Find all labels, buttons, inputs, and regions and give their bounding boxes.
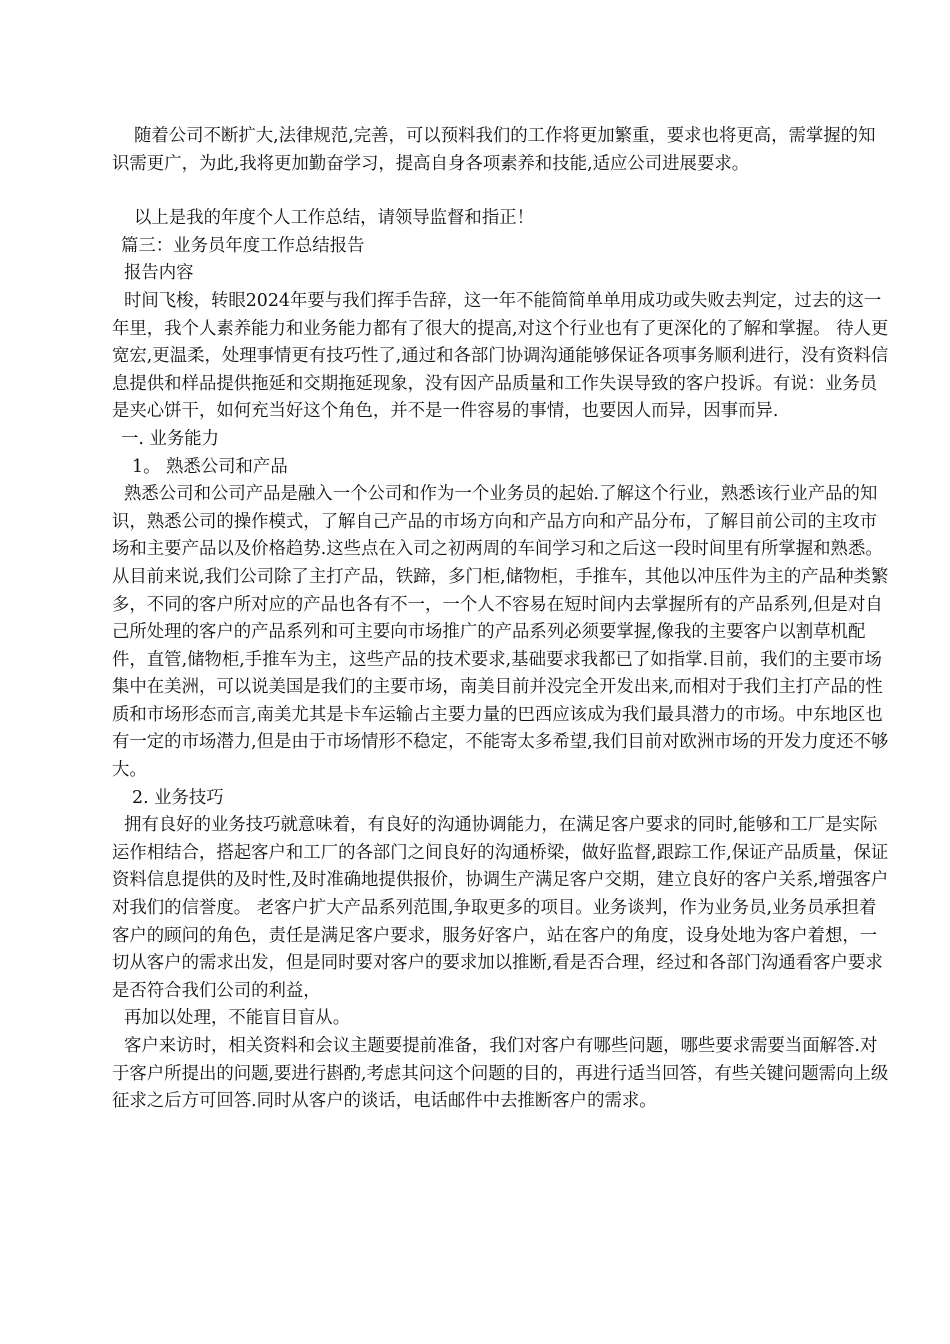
heading-business-ability: 一. 业务能力 — [121, 428, 220, 449]
subheading-business-skills: 2. 业务技巧 — [132, 787, 224, 808]
blank-line — [112, 178, 892, 205]
paragraph-company-products: 熟悉公司和公司产品是融入一个公司和作为一个业务员的起始.了解这个行业，熟悉该行业产品的知识，熟悉公司的操作模式，了解自己产品的市场方向和产品方向和产品分布，了解目前公司的主攻市场和主要产品以及价格趋势.这些点在入司之初两周的车间学习和之后这一段时间里有所掌握和熟悉。从目前来说,我们公司除了主打产品，铁蹄，多门柜,储物柜，手推车，其他以冲压件为主的产品种类繁多，不同的客户所对应的产品也各有不一，一个人不容易在短时间内去掌握所有的产品系列,但是对自己所处理的客户的产品系列和可主要向市场推广的产品系列必须要掌握,像我的主要客户以割草机配件，直管,储物柜,手推车为主，这些产品的技术要求,基础要求我都已了如指掌.目前，我们的主要市场集中在美洲，可以说美国是我们的主要市场，南美目前并没完全开发出来,而相对于我们主打产品的性质和市场形态而言,南美尤其是卡车运输占主要力量的巴西应该成为我们最具潜力的市场。中东地区也有一定的市场潜力,但是由于市场情形不稳定，不能寄太多希望,我们目前对欧洲市场的开发力度还不够大。 — [112, 484, 889, 781]
paragraph-expansion: 随着公司不断扩大,法律规范,完善，可以预料我们的工作将更加繁重，要求也将更高，需掌握的知识需更广，为此,我将更加勤奋学习，提高自身各项素养和技能,适应公司进展要求。 — [112, 126, 876, 174]
document-body — [112, 123, 892, 1116]
section-title: 篇三：业务员年度工作总结报告 — [121, 235, 365, 256]
paragraph-closing: 以上是我的年度个人工作总结，请领导监督和指正！ — [134, 208, 534, 229]
subheading-company-products: 1。 熟悉公司和产品 — [132, 456, 288, 477]
paragraph-business-skills: 拥有良好的业务技巧就意味着，有良好的沟通协调能力，在满足客户要求的同时,能够和工厂是实际运作相结合，搭起客户和工厂的各部门之间良好的沟通桥梁，做好监督,跟踪工作,保证产品质量，保证资料信息提供的及时性,及时准确地提供报价，协调生产满足客户交期，建立良好的客户关系,增强客户对我们的信誉度。 老客户扩大产品系列范围,争取更多的项目。业务谈判，作为业务员,业务员承担着客户的顾问的角色，责任是满足客户要求，服务好客户，站在客户的角度，设身处地为客户着想，一切从客户的需求出发，但是同时要对客户的要求加以推断,看是否合理，经过和各部门沟通看客户要求是否符合我们公司的利益， — [112, 815, 889, 1001]
report-content-label: 报告内容 — [124, 263, 194, 284]
paragraph-client-visit: 客户来访时，相关资料和会议主题要提前准备，我们对客户有哪些问题，哪些要求需要当面解答.对于客户所提出的问题,要进行斟酌,考虑其问这个问题的目的，再进行适当回答，有些关键问题需向上级征求之后方可回答.同时从客户的谈话，电话邮件中去推断客户的需求。 — [112, 1036, 889, 1112]
paragraph-handling: 再加以处理，不能盲目盲从。 — [124, 1008, 351, 1029]
paragraph-intro: 时间飞梭，转眼2024年要与我们挥手告辞，这一年不能简简单单用成功或失败去判定，过去的这一年里，我个人素养能力和业务能力都有了很大的提高,对这个行业也有了更深化的了解和掌握。 待人更宽宏,更温柔，处理事情更有技巧性了,通过和各部门协调沟通能够保证各项事务顺利进行，没有资料信息提供和样品提供拖延和交期拖延现象，没有因产品质量和工作失误导致的客户投诉。有说：业务员是夹心饼干，如何充当好这个角色，并不是一件容易的事情，也要因人而异，因事而异. — [112, 290, 889, 422]
